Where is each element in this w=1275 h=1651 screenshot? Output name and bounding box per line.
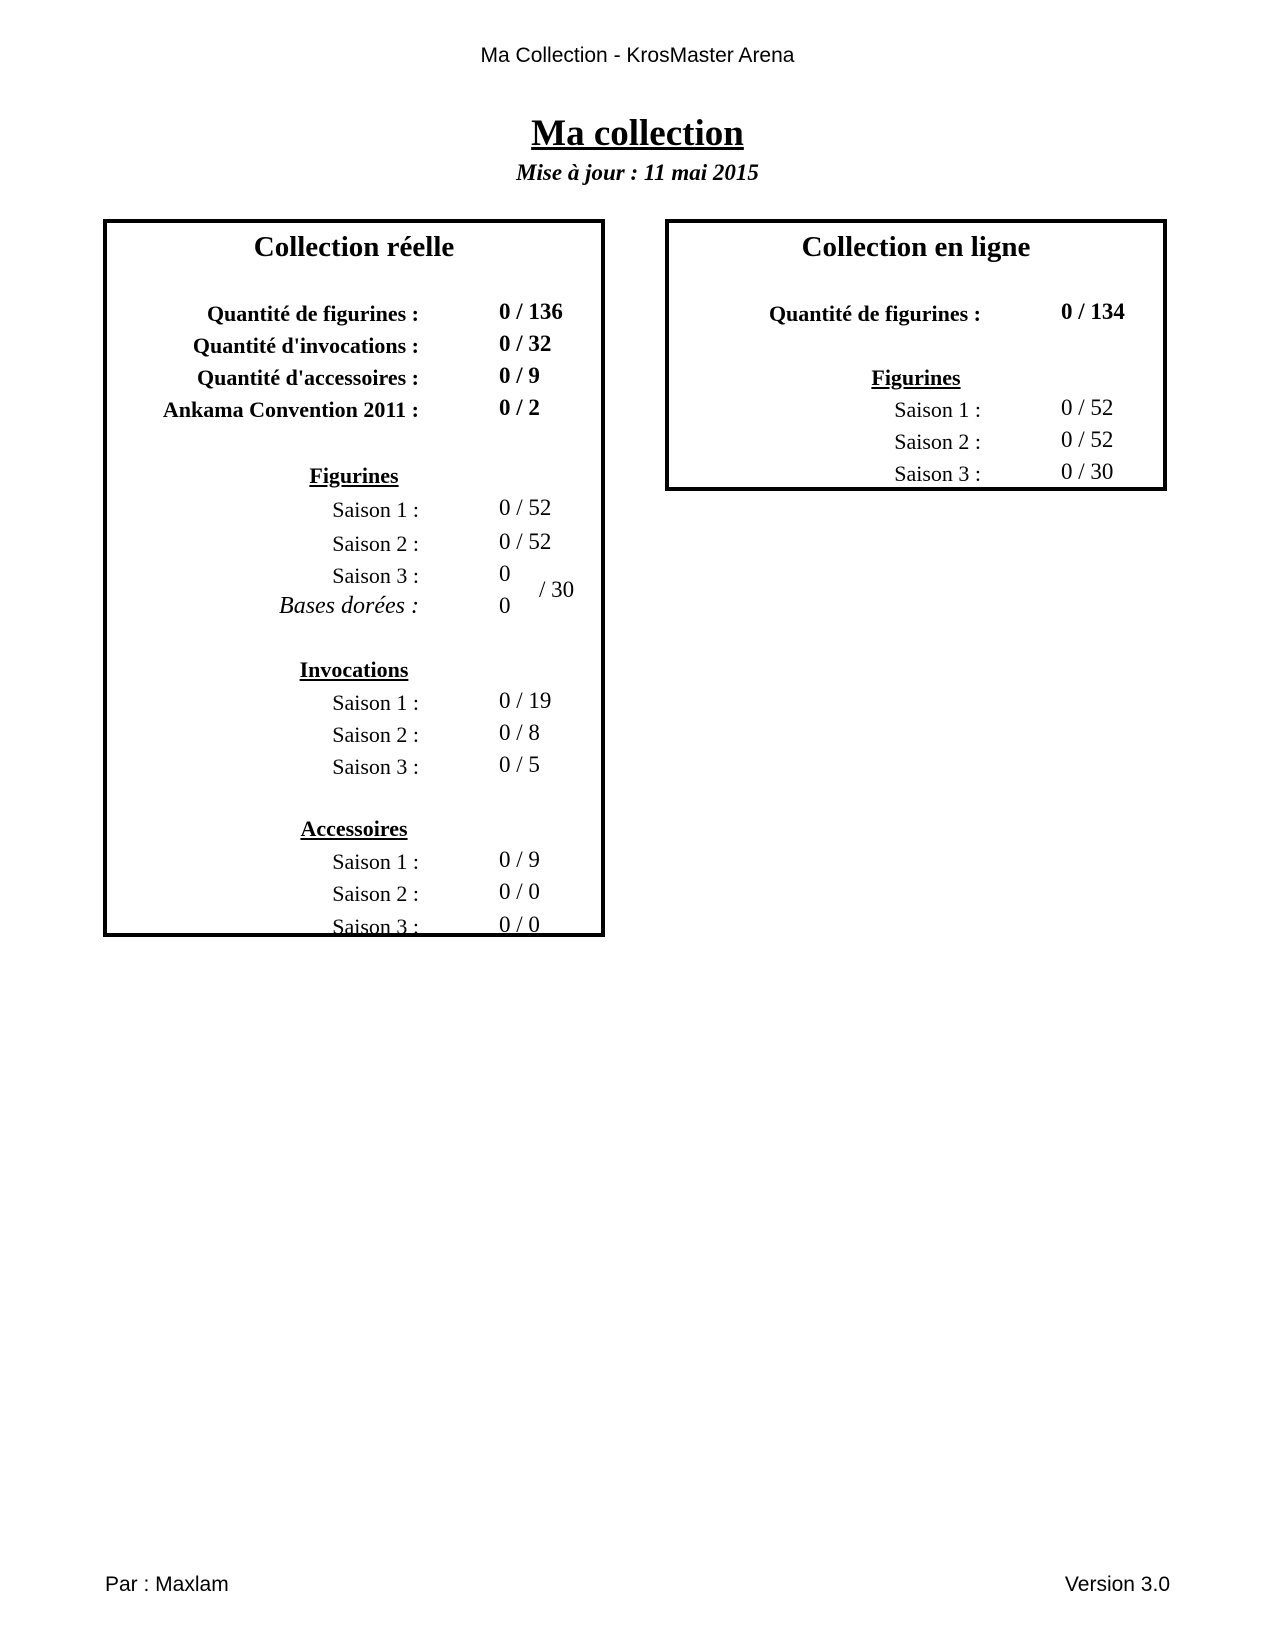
collection-reelle-title: Collection réelle <box>253 231 455 263</box>
invocations-saison-3-label: Saison 3 : <box>332 754 419 779</box>
figurines-saison-2-value: 0 / 52 <box>499 529 552 554</box>
ankama-convention-label: Ankama Convention 2011 : <box>162 397 419 422</box>
bases-dorees-value: 0 <box>499 593 511 618</box>
online-saison-1-label: Saison 1 : <box>894 397 981 422</box>
accessoires-saison-3-value: 0 / 0 <box>499 912 540 937</box>
online-saison-1-value: 0 / 52 <box>1061 395 1114 420</box>
page-header: Ma Collection - KrosMaster Arena <box>480 44 795 67</box>
total-figurines-label: Quantité de figurines : <box>206 301 419 326</box>
invocations-saison-1-value: 0 / 19 <box>499 688 552 713</box>
total-accessoires-value: 0 / 9 <box>499 363 540 388</box>
online-saison-2-label: Saison 2 : <box>894 429 981 454</box>
figurines-saison-1-label: Saison 1 : <box>332 497 419 522</box>
ankama-convention-value: 0 / 2 <box>499 395 540 420</box>
online-saison-3-label: Saison 3 : <box>894 461 981 486</box>
figurines-heading: Figurines <box>309 463 399 488</box>
accessoires-heading: Accessoires <box>300 816 408 841</box>
page-title: Ma collection <box>531 113 744 154</box>
invocations-saison-2-value: 0 / 8 <box>499 720 540 745</box>
figurines-saison-3-label: Saison 3 : <box>332 563 419 588</box>
online-total-figurines-label: Quantité de figurines : <box>768 301 981 326</box>
accessoires-saison-2-label: Saison 2 : <box>332 881 419 906</box>
collection-reelle-box <box>103 219 605 937</box>
online-total-figurines-value: 0 / 134 <box>1061 299 1125 324</box>
online-saison-2-value: 0 / 52 <box>1061 427 1114 452</box>
figurines-saison-3-value: 0 <box>499 561 511 586</box>
total-invocations-value: 0 / 32 <box>499 331 552 356</box>
invocations-saison-1-label: Saison 1 : <box>332 690 419 715</box>
invocations-saison-2-label: Saison 2 : <box>332 722 419 747</box>
bases-dorees-label: Bases dorées : <box>279 593 419 619</box>
footer-author: Par : Maxlam <box>105 1573 229 1596</box>
figurines-saison-2-label: Saison 2 : <box>332 531 419 556</box>
collection-en-ligne-box <box>665 219 1167 491</box>
collection-en-ligne-title: Collection en ligne <box>801 231 1031 263</box>
footer-version: Version 3.0 <box>1064 1573 1170 1596</box>
total-accessoires-label: Quantité d'accessoires : <box>196 365 419 390</box>
total-invocations-label: Quantité d'invocations : <box>192 333 419 358</box>
update-date: Mise à jour : 11 mai 2015 <box>516 160 759 185</box>
accessoires-saison-2-value: 0 / 0 <box>499 879 540 904</box>
accessoires-saison-1-label: Saison 1 : <box>332 849 419 874</box>
online-figurines-heading: Figurines <box>871 365 961 390</box>
accessoires-saison-3-label: Saison 3 : <box>332 914 419 939</box>
invocations-heading: Invocations <box>299 657 409 682</box>
accessoires-saison-1-value: 0 / 9 <box>499 847 540 872</box>
figurines-saison-1-value: 0 / 52 <box>499 495 552 520</box>
total-figurines-value: 0 / 136 <box>499 299 563 324</box>
online-saison-3-value: 0 / 30 <box>1061 459 1114 484</box>
saison-3-combined-total: / 30 <box>539 577 575 602</box>
invocations-saison-3-value: 0 / 5 <box>499 752 540 777</box>
